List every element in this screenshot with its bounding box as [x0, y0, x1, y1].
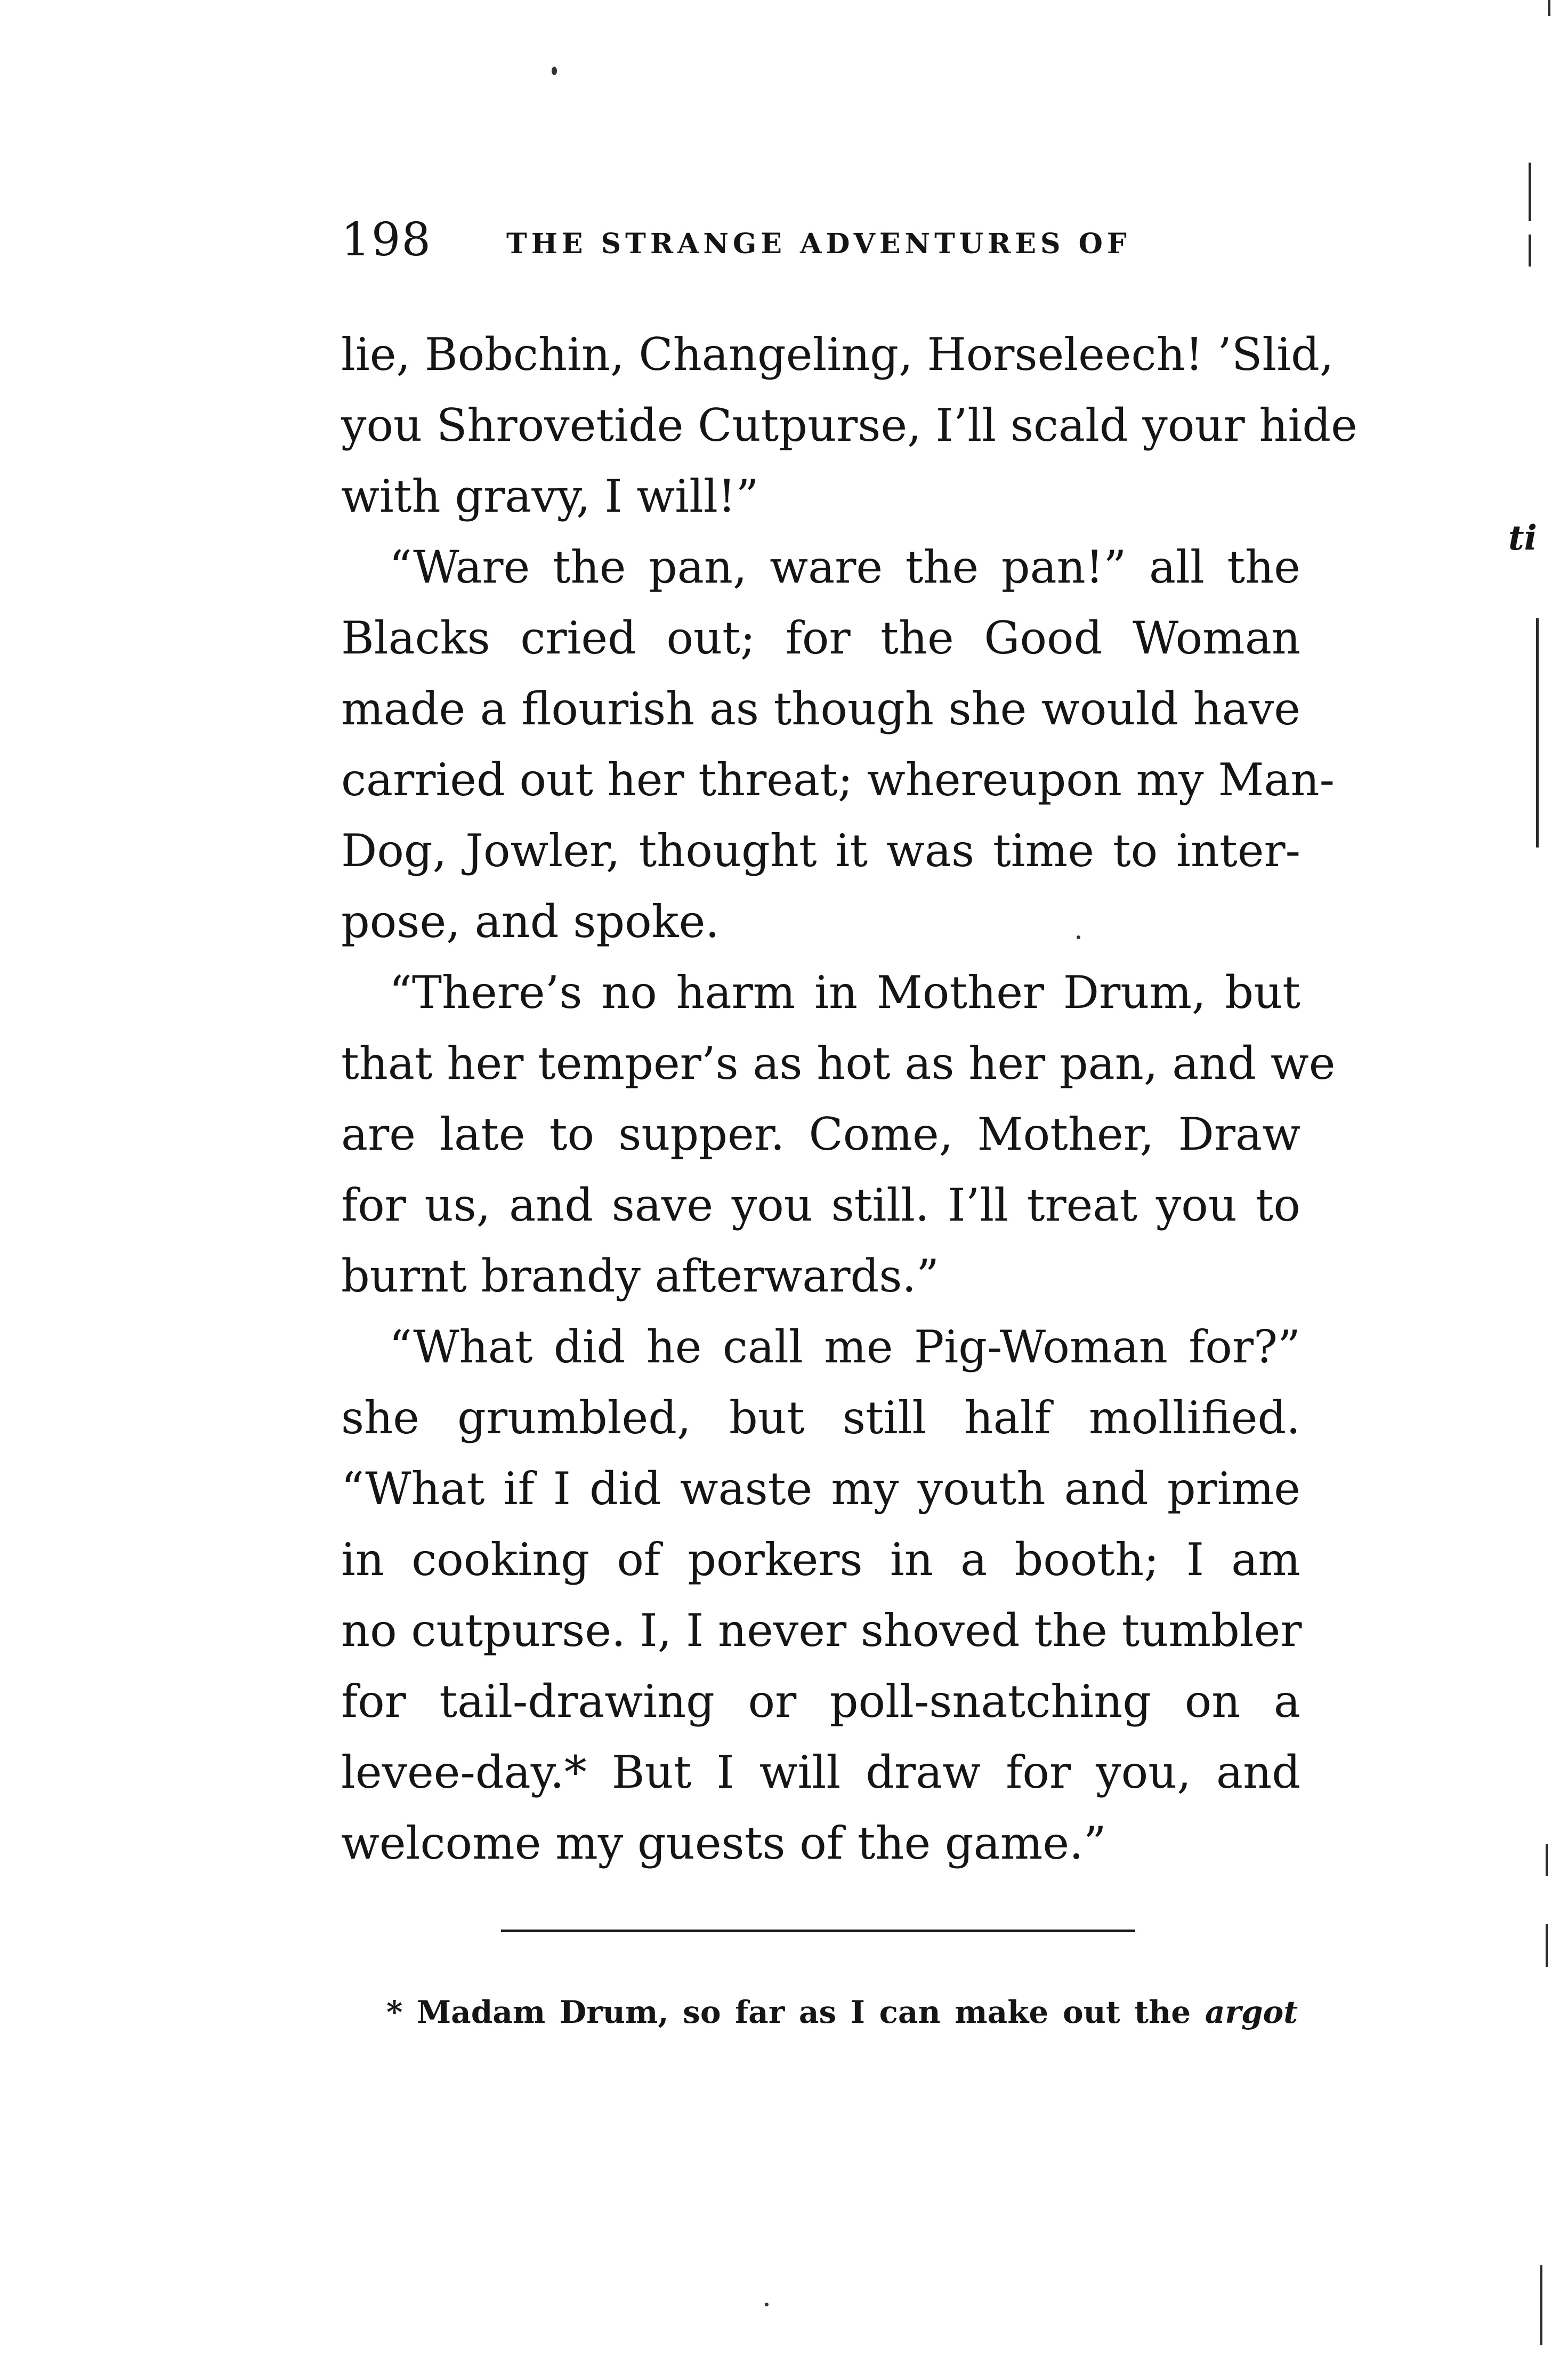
text-line: she grumbled, but still half mollified. [341, 1392, 1300, 1444]
page-header [341, 213, 1311, 277]
margin-letters: ti [1508, 518, 1537, 558]
text-line: made a flourish as though she would have [341, 683, 1300, 735]
footnote-rule [501, 1930, 1135, 1932]
ink-speck [1077, 935, 1080, 939]
running-head: THE STRANGE ADVENTURES OF [506, 228, 1131, 260]
text-line: Blacks cried out; for the Good Woman [341, 612, 1300, 664]
text-line: Dog, Jowler, thought it was time to inter- [341, 825, 1300, 877]
text-line: “What did he call me Pig-Woman for?” [389, 1321, 1300, 1373]
text-line: levee-day.* But I will draw for you, and [341, 1746, 1300, 1798]
scan-artifact [1540, 2265, 1542, 2345]
text-line: “Ware the pan, ware the pan!” all the [389, 541, 1300, 593]
ink-speck [552, 67, 557, 75]
footnote-text: * Madam Drum, so far as I can make out the [386, 1994, 1191, 2030]
text-line: welcome my guests of the game.” [341, 1817, 1106, 1869]
text-line: burnt brandy afterwards.” [341, 1250, 940, 1302]
scan-artifact [1529, 163, 1531, 221]
text-line: pose, and spoke. [341, 895, 720, 948]
scan-artifact [1536, 618, 1539, 847]
scan-artifact [1548, 0, 1550, 16]
scan-artifact [1546, 1924, 1548, 1967]
ink-speck [765, 2303, 769, 2306]
text-line: in cooking of porkers in a booth; I am [341, 1533, 1300, 1586]
text-line: for tail-drawing or poll-snatching on a [341, 1675, 1300, 1728]
text-line: lie, Bobchin, Changeling, Horseleech! ’Slid, [341, 328, 1334, 381]
text-line: “What if I did waste my youth and prime [341, 1463, 1300, 1515]
text-line: you Shrovetide Cutpurse, I’ll scald your hide [341, 399, 1357, 451]
text-line: that her temper’s as hot as her pan, and we [341, 1037, 1336, 1089]
scan-artifact [1546, 1844, 1548, 1876]
text-line: with gravy, I will!” [341, 470, 759, 522]
page-number: 198 [341, 213, 432, 267]
footnote-italic-word: argot [1205, 1994, 1298, 2030]
text-line: are late to supper. Come, Mother, Draw [341, 1108, 1300, 1160]
scan-artifact [1529, 235, 1531, 267]
text-line: no cutpurse. I, I never shoved the tumbler [341, 1604, 1302, 1657]
text-line: carried out her threat; whereupon my Man- [341, 754, 1335, 806]
footnote [386, 1991, 1298, 2033]
text-line: “There’s no harm in Mother Drum, but [389, 966, 1300, 1019]
text-line: for us, and save you still. I’ll treat you to [341, 1179, 1300, 1231]
